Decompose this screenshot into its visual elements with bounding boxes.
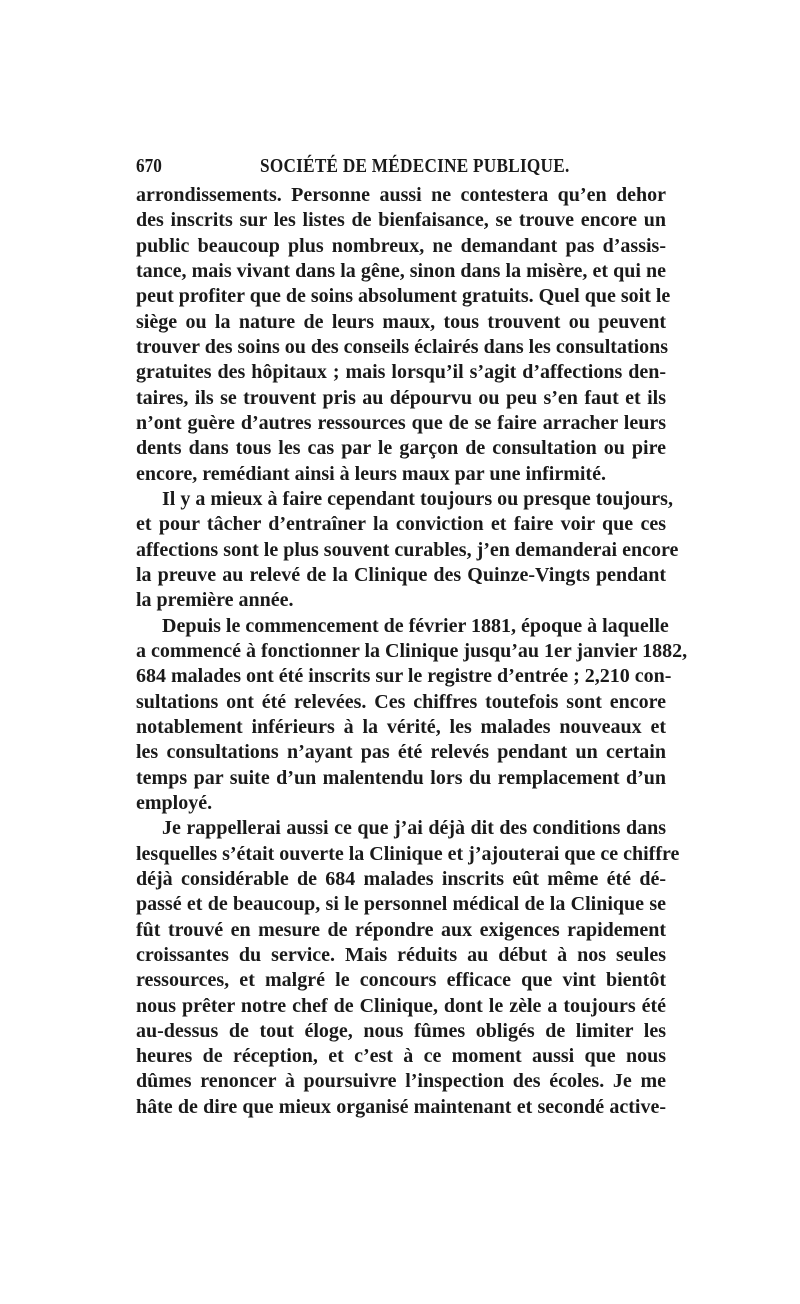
text-line: la première année.: [136, 589, 294, 612]
text-line: notablement inférieurs à la vérité, les malades nouveaux et: [136, 715, 666, 738]
text-line: arrondissements. Personne aussi ne contestera qu’en dehor: [136, 184, 666, 206]
text-line: sultations ont été relevées. Ces chiffres toutefois sont encore: [136, 690, 666, 713]
body-text: [136, 183, 688, 1120]
text-line: hâte de dire que mieux organisé maintenant et secondé active-: [136, 1095, 666, 1118]
text-line: trouver des soins ou des conseils éclairés dans les consultations: [136, 335, 669, 358]
text-line: lesquelles s’était ouverte la Clinique et j’ajouterai que ce chiffre: [136, 842, 680, 865]
text-line: Je rappellerai aussi ce que j’ai déjà dit des conditions dans: [162, 817, 666, 840]
page-header: [136, 155, 666, 183]
text-line: gratuites des hôpitaux ; mais lorsqu’il s’agit d’affections den-: [136, 361, 666, 384]
page-number: 670: [136, 155, 162, 177]
text-line: dûmes renoncer à poursuivre l’inspection des écoles. Je me: [136, 1070, 666, 1093]
text-line: fût trouvé en mesure de répondre aux exigences rapidement: [136, 918, 666, 941]
text-line: taires, ils se trouvent pris au dépourvu ou peu s’en faut et ils: [136, 386, 666, 409]
text-line: déjà considérable de 684 malades inscrits eût même été dé-: [136, 867, 666, 890]
text-line: les consultations n’ayant pas été relevés pendant un certain: [136, 741, 666, 764]
text-line: ressources, et malgré le concours efficace que vint bientôt: [136, 969, 666, 992]
text-line: 684 malades ont été inscrits sur le registre d’entrée ; 2,210 con-: [136, 665, 672, 688]
text-line: peut profiter que de soins absolument gratuits. Quel que soit le: [136, 285, 671, 308]
text-line: encore, remédiant ainsi à leurs maux par une infirmité.: [136, 462, 606, 485]
text-line: passé et de beaucoup, si le personnel médical de la Clinique se: [136, 893, 666, 916]
text-line: au-dessus de tout éloge, nous fûmes obligés de limiter les: [136, 1019, 666, 1042]
text-line: employé.: [136, 791, 213, 814]
text-line: n’ont guère d’autres ressources que de se faire arracher leurs: [136, 411, 666, 434]
text-line: la preuve au relevé de la Clinique des Quinze-Vingts pendant: [136, 563, 666, 586]
text-line: temps par suite d’un malentendu lors du remplacement d’un: [136, 766, 666, 789]
text-line: Il y a mieux à faire cependant toujours ou presque toujours,: [162, 487, 673, 510]
text-line: tance, mais vivant dans la gêne, sinon dans la misère, et qui ne: [136, 259, 666, 282]
running-head: SOCIÉTÉ DE MÉDECINE PUBLIQUE.: [260, 155, 570, 177]
text-line: a commencé à fonctionner la Clinique jusqu’au 1er janvier 1882,: [136, 639, 688, 662]
text-line: public beaucoup plus nombreux, ne demandant pas d’assis-: [136, 234, 666, 257]
text-line: des inscrits sur les listes de bienfaisance, se trouve encore un: [136, 209, 666, 232]
text-line: affections sont le plus souvent curables, j’en demanderai encore: [136, 538, 679, 561]
text-line: dents dans tous les cas par le garçon de consultation ou pire: [136, 437, 666, 460]
text-line: et pour tâcher d’entraîner la conviction et faire voir que ces: [136, 513, 666, 536]
text-line: croissantes du service. Mais réduits au début à nos seules: [136, 943, 666, 966]
text-line: siège ou la nature de leurs maux, tous trouvent ou peuvent: [136, 310, 666, 333]
text-line: Depuis le commencement de février 1881, époque à laquelle: [162, 614, 669, 637]
text-line: nous prêter notre chef de Clinique, dont le zèle a toujours été: [136, 994, 666, 1017]
text-line: heures de réception, et c’est à ce moment aussi que nous: [136, 1045, 666, 1068]
